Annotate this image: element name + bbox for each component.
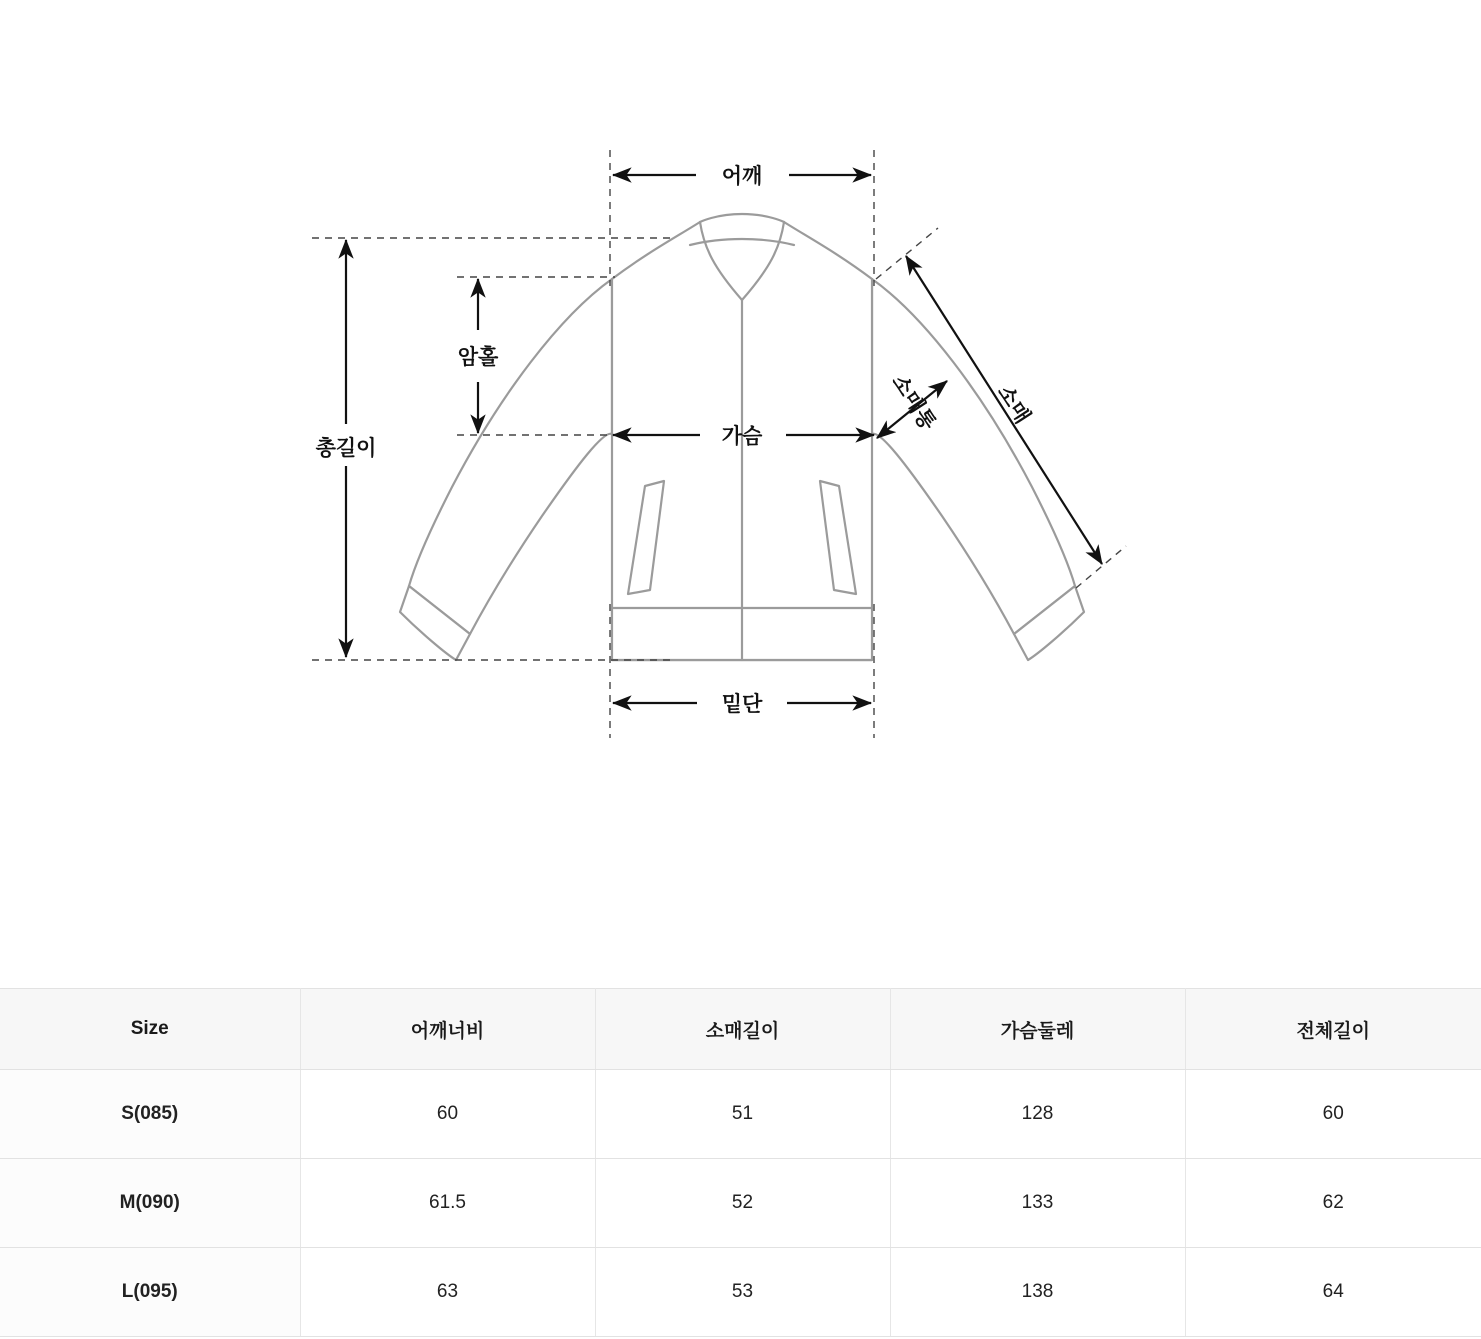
cell-chest: 133 [890, 1159, 1185, 1248]
cell-sleeve-length: 51 [595, 1070, 890, 1159]
table-row [0, 1070, 1481, 1159]
cell-shoulder-width: 63 [300, 1248, 595, 1337]
cell-total-length: 62 [1185, 1159, 1481, 1248]
cell-size: S(085) [0, 1070, 300, 1159]
label-hem: 밑단 [721, 693, 763, 716]
col-header-size: Size [0, 989, 300, 1070]
label-sleeve-width: 소매통 [887, 370, 940, 435]
label-shoulder: 어깨 [721, 165, 763, 188]
cell-shoulder-width: 61.5 [300, 1159, 595, 1248]
cell-size: M(090) [0, 1159, 300, 1248]
label-armhole: 암홀 [457, 346, 499, 369]
size-table [0, 988, 1481, 1337]
cell-shoulder-width: 60 [300, 1070, 595, 1159]
cell-chest: 138 [890, 1248, 1185, 1337]
cell-size: L(095) [0, 1248, 300, 1337]
col-header-total-length: 전체길이 [1185, 989, 1481, 1070]
table-header-row [0, 989, 1481, 1070]
col-header-chest: 가슴둘레 [890, 989, 1185, 1070]
table-row [0, 1248, 1481, 1337]
cell-total-length: 60 [1185, 1070, 1481, 1159]
cell-sleeve-length: 53 [595, 1248, 890, 1337]
cell-total-length: 64 [1185, 1248, 1481, 1337]
col-header-shoulder-width: 어깨너비 [300, 989, 595, 1070]
table-row [0, 1159, 1481, 1248]
cell-chest: 128 [890, 1070, 1185, 1159]
col-header-sleeve-length: 소매길이 [595, 989, 890, 1070]
label-sleeve: 소매 [992, 381, 1035, 428]
cell-sleeve-length: 52 [595, 1159, 890, 1248]
label-chest: 가슴 [721, 425, 763, 448]
label-total-length: 총길이 [315, 437, 377, 460]
